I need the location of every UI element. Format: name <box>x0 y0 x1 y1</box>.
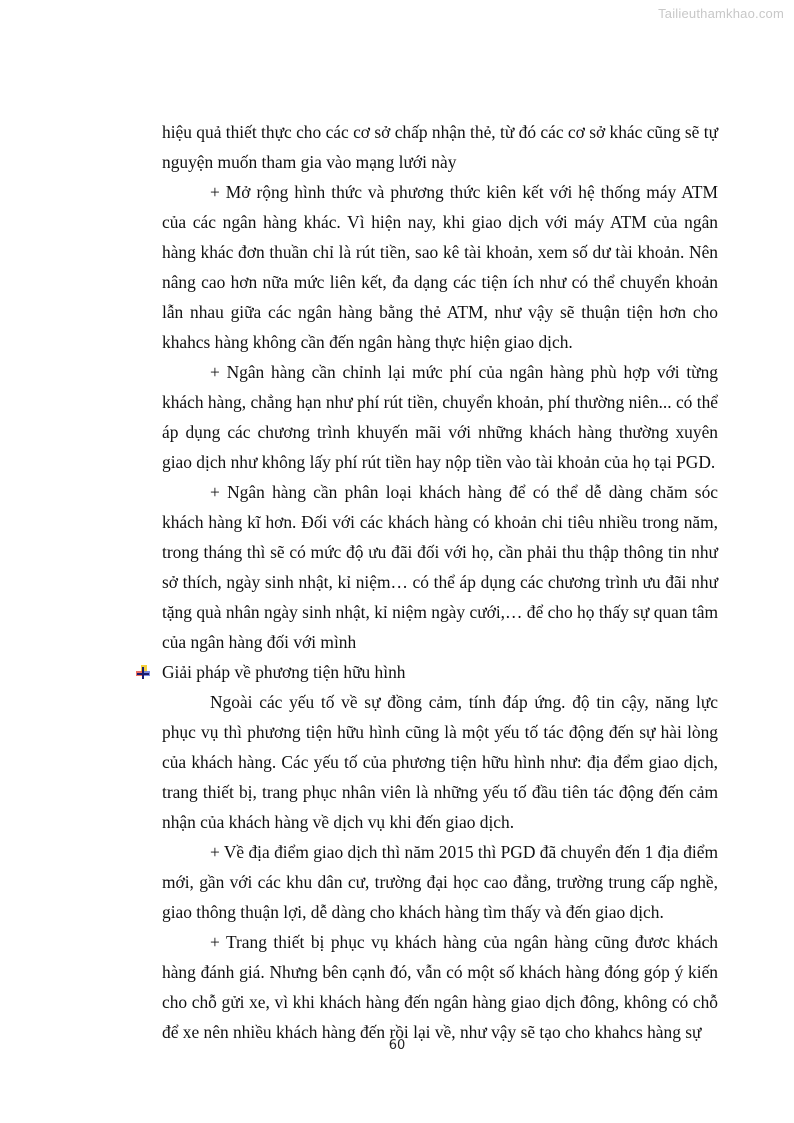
paragraph-tangibles-intro: Ngoài các yếu tố về sự đồng cảm, tính đáp ứng. độ tin cậy, năng lực phục vụ thì phương tiện hữu hình cũng là một yếu tố tác động đến sự hài lòng của khách hàng. Các yếu tố của phương tiện hữu hình như: địa đểm giao dịch, trang thiết bị, trang phục nhân viên là những yếu tố đầu tiên tác động đến cảm nhận của khách hàng về dịch vụ khi đến giao dịch. <box>162 692 718 832</box>
page-number: 60 <box>388 1038 406 1053</box>
document-body <box>162 117 718 1047</box>
arrow-bullet-icon <box>136 665 150 679</box>
paragraph-customer-classification: + Ngân hàng cần phân loại khách hàng để có thể dễ dàng chăm sóc khách hàng kĩ hơn. Đối với các khách hàng có khoản chi tiêu nhiều trong năm, trong tháng thì sẽ có mức độ ưu đãi đối với họ, cần phải thu thập thông tin như sở thích, ngày sinh nhật, kỉ niệm… có thể áp dụng các chương trình ưu đãi như tặng quà nhân ngày sinh nhật, kỉ niệm ngày cưới,… để cho họ thấy sự quan tâm của ngân hàng đối với mình <box>162 482 718 652</box>
paragraph-equipment: + Trang thiết bị phục vụ khách hàng của ngân hàng cũng đươc khách hàng đánh giá. Nhưng bên cạnh đó, vẫn có một số khách hàng đóng góp ý kiến cho chỗ gửi xe, vì khi khách hàng đến ngân hàng giao dịch đông, không có chỗ để xe nên nhiều khách hàng đến rồi lại về, như vậy sẽ tạo cho khahcs hàng sự <box>162 932 718 1042</box>
section-heading-text: Giải pháp về phương tiện hữu hình <box>162 662 406 682</box>
section-heading <box>162 657 718 687</box>
paragraph-continuation: hiệu quả thiết thực cho các cơ sở chấp nhận thẻ, từ đó các cơ sở khác cũng sẽ tự nguyện muốn tham gia vào mạng lưới này <box>162 122 718 172</box>
watermark: Tailieuthamkhao.com <box>658 6 784 21</box>
paragraph-location: + Về địa điểm giao dịch thì năm 2015 thì PGD đã chuyển đến 1 địa điểm mới, gần với các khu dân cư, trường đại học cao đẳng, trường trung cấp nghề, giao thông thuận lợi, dễ dàng cho khách hàng tìm thấy và đến giao dịch. <box>162 842 718 922</box>
paragraph-fee-adjustment: + Ngân hàng cần chỉnh lại mức phí của ngân hàng phù hợp với từng khách hàng, chẳng hạn như phí rút tiền, chuyển khoản, phí thường niên... có thể áp dụng các chương trình khuyến mãi với những khách hàng thường xuyên giao dịch như không lấy phí rút tiền hay nộp tiền vào tài khoản của họ tại PGD. <box>162 362 718 472</box>
paragraph-atm-linkage: + Mở rộng hình thức và phương thức kiên kết với hệ thống máy ATM của các ngân hàng khác. Vì hiện nay, khi giao dịch với máy ATM của ngân hàng khác đơn thuần chỉ là rút tiền, sao kê tài khoản, xem số dư tài khoản. Nên nâng cao hơn nữa mức liên kết, đa dạng các tiện ích như có thể chuyển khoản lẫn nhau giữa các ngân hàng bằng thẻ ATM, như vậy sẽ thuận tiện hơn cho khahcs hàng không cần đến ngân hàng thực hiện giao dịch. <box>162 182 718 352</box>
